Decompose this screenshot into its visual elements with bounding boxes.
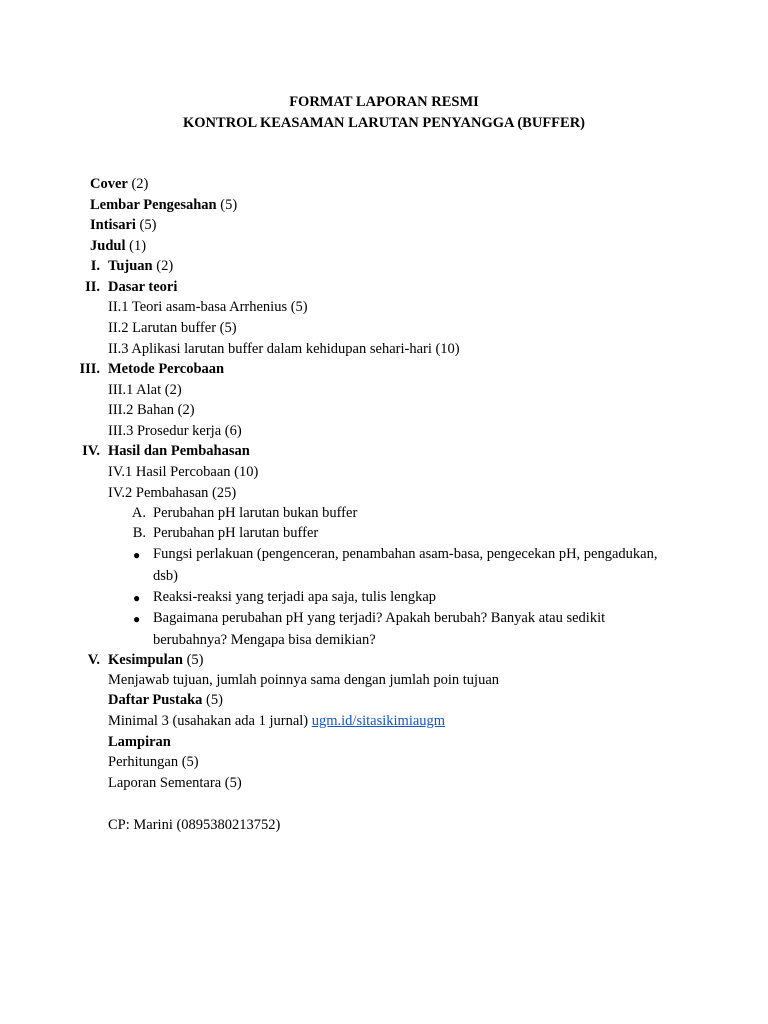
section-kesimpulan: [108, 650, 203, 670]
bullet-icon: ●: [133, 612, 141, 626]
list-item: Perubahan pH larutan buffer: [153, 525, 319, 541]
contact-person: CP: Marini (0895380213752): [108, 817, 281, 833]
list-item: Fungsi perlakuan (pengenceran, penambahan asam-basa, pengecekan pH, pengadukan,: [153, 546, 658, 562]
section-number-ii: II.: [85, 279, 100, 295]
kesimpulan-note: Menjawab tujuan, jumlah poinnya sama dengan jumlah poin tujuan: [108, 672, 500, 688]
sub-item: II.1 Teori asam-basa Arrhenius (5): [108, 299, 308, 315]
section-number-iv: IV.: [82, 443, 100, 459]
section-number-iii: III.: [79, 361, 100, 377]
section-number-v: V.: [87, 652, 100, 668]
sub-item: IV.2 Pembahasan (25): [108, 485, 237, 501]
section-daftar-pustaka-label: Daftar Pustaka: [108, 692, 203, 708]
item-cover-score: (2): [131, 176, 149, 192]
list-item-continuation: dsb): [153, 568, 178, 584]
section-dasar-teori: Dasar teori: [108, 279, 178, 295]
section-daftar-pustaka: [108, 690, 223, 710]
list-item: Perubahan pH larutan bukan buffer: [153, 505, 358, 521]
pustaka-note: [108, 711, 445, 731]
item-intisari: [90, 215, 156, 235]
section-hasil-pembahasan: Hasil dan Pembahasan: [108, 443, 250, 459]
section-lampiran: Lampiran: [108, 734, 171, 750]
section-metode-percobaan: Metode Percobaan: [108, 361, 225, 377]
document-subtitle: KONTROL KEASAMAN LARUTAN PENYANGGA (BUFFER): [183, 115, 585, 131]
section-tujuan: [108, 256, 173, 276]
section-tujuan-score: (2): [156, 258, 174, 274]
document-title: FORMAT LAPORAN RESMI: [289, 94, 479, 110]
lampiran-item: Laporan Sementara (5): [108, 775, 242, 791]
section-tujuan-label: Tujuan: [108, 258, 153, 274]
sub-item: III.2 Bahan (2): [108, 402, 195, 418]
citation-link[interactable]: ugm.id/sitasikimiaugm: [311, 713, 446, 729]
sub-item: II.3 Aplikasi larutan buffer dalam kehidupan sehari-hari (10): [108, 341, 460, 357]
item-pengesahan: [90, 195, 237, 215]
item-judul: [90, 236, 146, 256]
section-number-i: I.: [90, 258, 100, 274]
list-item: Reaksi-reaksi yang terjadi apa saja, tulis lengkap: [153, 589, 437, 605]
item-judul-score: (1): [129, 238, 147, 254]
list-letter-b: B.: [132, 525, 146, 541]
sub-item: II.2 Larutan buffer (5): [108, 320, 237, 336]
item-pengesahan-score: (5): [220, 197, 238, 213]
lampiran-item: Perhitungan (5): [108, 754, 199, 770]
sub-item: III.3 Prosedur kerja (6): [108, 423, 242, 439]
item-cover: [90, 174, 148, 194]
section-kesimpulan-score: (5): [186, 652, 204, 668]
sub-item: III.1 Alat (2): [108, 382, 182, 398]
section-daftar-pustaka-score: (5): [206, 692, 223, 708]
list-item: Bagaimana perubahan pH yang terjadi? Apakah berubah? Banyak atau sedikit: [153, 610, 606, 626]
section-kesimpulan-label: Kesimpulan: [108, 652, 183, 668]
item-pengesahan-label: Lembar Pengesahan: [90, 197, 217, 213]
item-cover-label: Cover: [90, 176, 128, 192]
bullet-icon: ●: [133, 591, 141, 605]
item-intisari-label: Intisari: [90, 217, 136, 233]
item-intisari-score: (5): [139, 217, 157, 233]
pustaka-note-text: Minimal 3 (usahakan ada 1 jurnal): [108, 713, 309, 729]
list-letter-a: A.: [131, 505, 146, 521]
bullet-icon: ●: [133, 548, 141, 562]
sub-item: IV.1 Hasil Percobaan (10): [108, 464, 259, 480]
list-item-continuation: berubahnya? Mengapa bisa demikian?: [153, 632, 376, 648]
item-judul-label: Judul: [90, 238, 126, 254]
